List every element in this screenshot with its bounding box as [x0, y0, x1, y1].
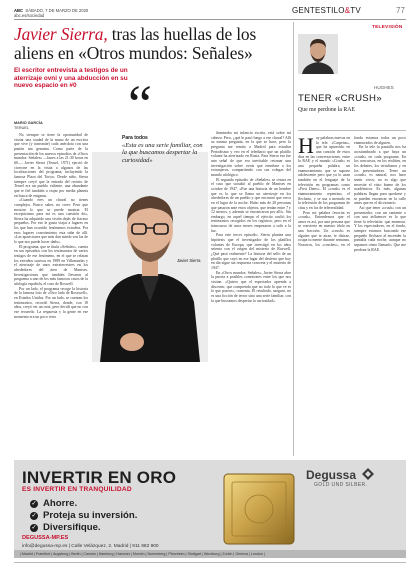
paragraph: Por un lado, el programa recoge la historia de la famosa foto de «Otro lado de Rosswell», en Estados Unidos. Por un lado, se cuentan los testimonios, recordó Sierra, donde, con 18 años, creyó ver un ovni, pero decidí que no con ese recuerdo. La respuesta y la gente en ese momento era un poco retro — [14, 286, 88, 319]
columnist-name: HUGHES — [374, 85, 394, 90]
paragraph: «Cuando eres un chaval no tienes complejos. Busco saber, no creer. Pero que mostrar lo que se puede mostrar. El escepticismo para mí es una cuestión de», Sierra ha adquirido una visión dejás de fracaso pequeños. Por eso le gusta viajar a lugares en los que han ocurrido fenómenos extraños. Por esos lugares conocimiento esta sabe de allí. «Las apariciones que más dan miedo son las de lo que nos puede hacer daño». — [14, 198, 88, 245]
ad-title: INVERTIR EN ORO — [22, 468, 177, 487]
section-label: GENTESTILO&TV — [292, 6, 361, 15]
column-title: TENER «CRUSH» — [298, 93, 382, 104]
byline-place: TERUEL — [14, 125, 29, 130]
ad-benefit: ✓ Diversifique. — [31, 522, 101, 533]
footer-divider — [14, 562, 406, 563]
paragraph: Para este tercer episodio, Sierra plantea una hipótesis que el investigador de los platillos volantes de Europa, que investigó en los años setenta con el origen del misterio de Roswell. ¿Qué pasó realmente? La historia del sello de un platillo que cayó en ese lugar del desierto que hoy en día sigue sin respuesta concreta y el misterio de 1947. — [211, 233, 291, 271]
degussa-emblem-icon — [361, 467, 375, 481]
article-standfirst: El escritor entrevista a testigos de un aterrizaje ovni y una abducción en su nuevo espacio en #0 — [14, 67, 128, 90]
opinion-section-label: TELEVISIÓN — [372, 25, 403, 30]
paragraph: iluminaba mi infancia escrita, está sobre mi cabeza. Pero, ¿qué le pasó luego a ese chaval? Allí su misma pregunta, en la que se hace, pero la pregunta me remito a Madrid para estudiar Periodismo y veo en el telediario que un platillo volante ha aterrizado en Rusia. Para Sierra esa fue una señal de que era inevitable retomar una investigación sobre ovnis que enseñase a los extranjeros, compartiendo con sus colegas del mundo ufológico. — [211, 131, 291, 177]
pull-quote — [122, 135, 208, 164]
byline-author: MARIO GARCÍA — [14, 121, 43, 125]
column-divider-horizontal — [298, 130, 406, 131]
columnist-illustration — [298, 34, 338, 74]
page-number: 77 — [396, 6, 405, 15]
check-icon: ✓ — [31, 501, 37, 507]
ad-website-link[interactable]: DEGUSSA-MP.ES — [22, 535, 69, 541]
paragraph: En «Otros mundos: Señales», Javier Sierra abre la puerta a posibles conexiones entre los que nos visitan. «Quiero que el espectador aprenda a discernir, que comprenda que no todo lo que ve es lo que parece», comenta. El resultado, asegura, no es una ficción de terror sino una serie familiar, con la que buscamos despertar la curiosidad». — [211, 270, 291, 303]
check-icon: ✓ — [31, 513, 37, 519]
masthead-info — [14, 8, 88, 18]
quote-mark-icon: “ — [128, 74, 152, 134]
ad-brand-tagline: GOLD UND SILBER. — [314, 482, 368, 488]
drop-cap: H — [298, 136, 314, 158]
advertisement[interactable] — [14, 460, 406, 558]
article-column-3 — [211, 131, 291, 455]
paragraph: En la tele la pantalla nos ha acostumbrado a que haya un «crush» en cada programa. En los concursos, en los realities, en los debates, los tertulianos y en los presentadores. Tener un «crush» es natural, nos hace sentir vivos; no es algo que necesite el visto bueno de los académicos. Es más, algunas palabras llegan para quedarse y se pueden encontrar en la calle antes que en el diccionario. — [354, 145, 406, 206]
section-url[interactable]: abc.es/sociedad — [14, 13, 45, 18]
ad-contact: info@degussa-mp.es | Calle Velázquez, 2. Madrid | 911 982 900 — [22, 544, 159, 549]
paragraph: El segundo episodio de «Señales» se centra en el caso que sacudió al pueblo de Manises en octubre de 1947. «Fue una historia de un hombre que es lo que se llama un aterrizaje en los alrededores de un pueblo y que encontró que cerca en el lugar de la noche. Hubo más de 20 personas que pasaron ante estos objetos, que tenían entre 7 y 12 metros, y además se encontraron por allí». Sin embargo, en aquel tiempo el ejército ocultó los testimonios recogidos en los registros, pero en el transcurso de unos meses empezaron a salir a la luz. — [211, 177, 291, 233]
ad-benefit: ✓ Proteja su inversión. — [31, 510, 138, 521]
ad-tagline: ES INVERTIR EN TRANQUILIDAD — [22, 486, 132, 493]
paragraph: Pero mi palabra favorita es «crush». Entendemos que el amor es así, por una persona que se convierte en nuestro ídolo en una fracción. Un «crush» es alguien que te atrae, te distrae, ocupa tu mente durante semanas. Nosotros, los «crushes», en el fondo estamos todos un poco enamorados de alguien. — [298, 136, 406, 248]
opinion-column-body — [298, 136, 406, 455]
column-divider — [293, 22, 294, 456]
check-icon: ✓ — [31, 525, 37, 531]
paper-name: ABC — [14, 8, 24, 13]
issue-date: SÁBADO, 7 DE MARZO DE 2020 — [25, 8, 89, 13]
gold-bar-illustration — [214, 470, 304, 548]
paragraph: Hay palabras nuevas en la tele. «Carpetas», que ha aparecido en una canción de estos días en las conversaciones, entre la RAE y el mundo «Crush» es una pequeña palabra, un enamoramiento que se supone adolescente pero que ya lo usan también en el lenguaje de la televisión en programas como «First Dates». El «crush» es el enamoramiento repentino, el flechazo, y se usa a menudo en la televisión de los programas de citas y en los de telerrealidad. — [298, 136, 350, 210]
byline — [14, 121, 43, 130]
man-portrait-illustration — [92, 152, 208, 362]
article-column-1 — [14, 133, 88, 455]
article-headline: Javier Sierra, tras las huellas de los aliens en «Otros mundos: Señales» — [14, 24, 257, 63]
header-divider — [14, 19, 406, 20]
paragraph: El programa, que se titula «Señales», cuenta en sus episodios con los testimonios de varios testigos de ese fenómeno, en el que se relatan los extraños sucesos en 1989 en Villamuelas y el aterrizaje de unos extraterrestres en los alrededores del área de Manises. Investigaciones que también llevaron al programa a uno de los más famosos casos de la ufología española, el caso de Roswell. — [14, 244, 88, 286]
pull-quote-text: «Esta es una serie familiar, con la que buscamos despertar la curiosidad» — [122, 142, 203, 164]
paragraph: Así que tener «crush» con un presentador, con un cantante o con una influencer es lo que tiene la televisión: que enamora. Y los espectadores, en el fondo, siempre estamos buscando ese pequeño flechazo al encender la pantalla cada noche, aunque no sepamos cómo llamarlo. Que me perdone la RAE. — [354, 205, 406, 252]
columnist-portrait — [298, 34, 338, 74]
paragraph: No siempre se tiene la oportunidad de visitar una ciudad de la mano de un escritor que vive (y transmite) cada anécdota con una pasión tan genuina. Como parte de la presentación de los nuevos episodios de «Otros mundos: Señales» —lunes a las 21:30 horas en #0—, Javier Sierra (Teruel, 1971) ejerció de cicerone en la visita a algunos de las localizaciones del programa, incluyendo la famosa Plaza del Torico. Desde niño, Sierra siempre creyó que la entrada del recinto de Teruel era un pueblo valiente, una abundante que te fiel también a viajar por media planeta en busca de enigmas. — [14, 133, 88, 198]
photo-caption: Javier Sierra — [177, 258, 201, 263]
pull-quote-label: Para todos — [122, 135, 148, 141]
portrait-photo — [92, 152, 208, 362]
ad-city-list: | Madrid | Frankfurt | Augsburg | Berlin | Cannes | Hamburg | Hanover | Munich | Nuremberg | Pforzheim | Stuttgart | Wurzburg | Zurich | Geneva | London | — [14, 550, 406, 558]
column-subtitle: Que me perdone la RAE — [298, 107, 355, 113]
ad-brand-logo: Degussa — [306, 468, 357, 482]
ad-benefit: ✓ Ahorre. — [31, 498, 78, 509]
